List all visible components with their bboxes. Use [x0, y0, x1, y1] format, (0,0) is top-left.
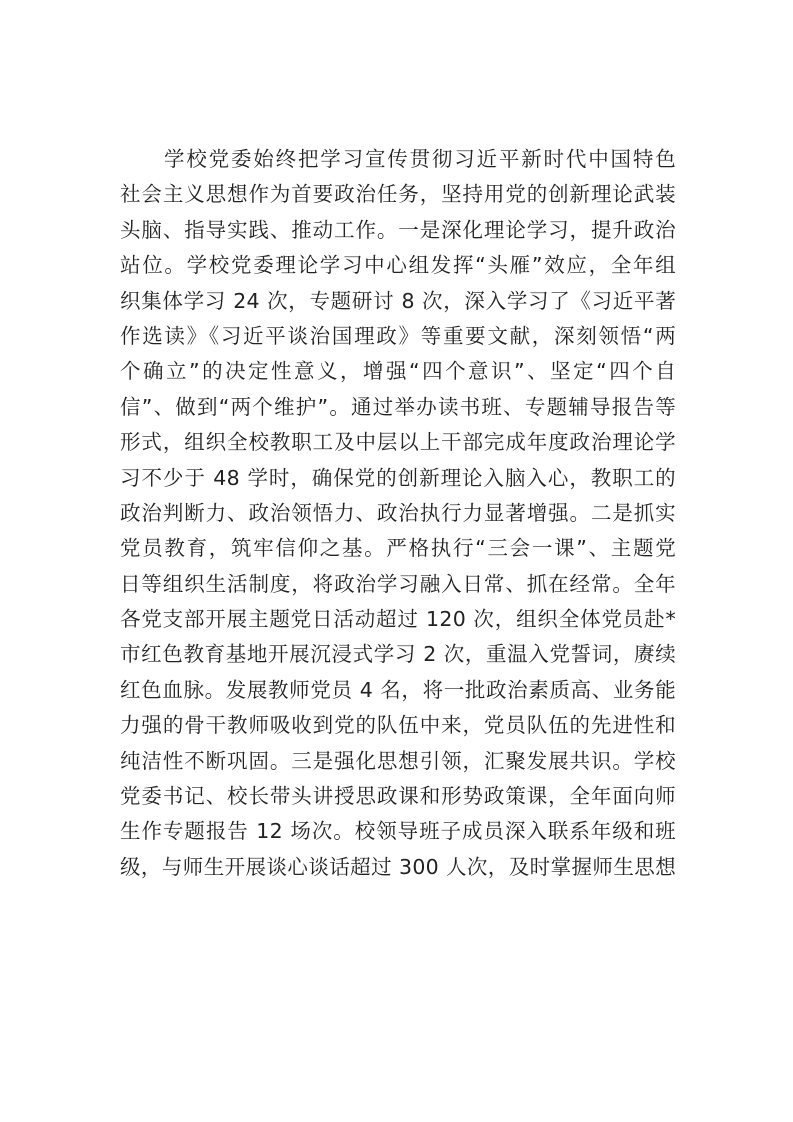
paragraph-line: 党委书记、校长带头讲授思政课和形势政策课，全年面向师: [120, 784, 676, 809]
paragraph-line: 政治判断力、政治领悟力、政治执行力显著增强。二是抓实: [120, 500, 676, 525]
paragraph-line: 各党支部开展主题党日活动超过 120 次，组织全体党员赴*: [120, 607, 676, 632]
paragraph-line: 生作专题报告 12 场次。校领导班子成员深入联系年级和班: [120, 819, 676, 844]
paragraph-line: 织集体学习 24 次，专题研讨 8 次，深入学习了《习近平著: [120, 288, 676, 313]
paragraph-line: 市红色教育基地开展沉浸式学习 2 次，重温入党誓词，赓续: [120, 642, 676, 667]
paragraph-line: 社会主义思想作为首要政治任务，坚持用党的创新理论武装: [120, 182, 676, 207]
paragraph-line: 级，与师生开展谈心谈话超过 300 人次，及时掌握师生思想: [120, 854, 676, 879]
paragraph-line: 红色血脉。发展教师党员 4 名，将一批政治素质高、业务能: [120, 677, 676, 702]
body-paragraph: [120, 142, 676, 885]
paragraph-line: 学校党委始终把学习宣传贯彻习近平新时代中国特色: [164, 147, 676, 171]
paragraph-line: 日等组织生活制度，将政治学习融入日常、抓在经常。全年: [120, 571, 676, 596]
paragraph-line: 习不少于 48 学时，确保党的创新理论入脑入心，教职工的: [120, 465, 676, 490]
paragraph-line: 头脑、指导实践、推动工作。一是深化理论学习，提升政治: [120, 217, 676, 242]
paragraph-line: 力强的骨干教师吸收到党的队伍中来，党员队伍的先进性和: [120, 713, 676, 738]
paragraph-line: 形式，组织全校教职工及中层以上干部完成年度政治理论学: [120, 430, 676, 455]
paragraph-line: 党员教育，筑牢信仰之基。严格执行“三会一课”、主题党: [120, 536, 676, 561]
paragraph-line: 纯洁性不断巩固。三是强化思想引领，汇聚发展共识。学校: [120, 748, 676, 773]
paragraph-line: 作选读》《习近平谈治国理政》等重要文献，深刻领悟“两: [120, 323, 676, 348]
paragraph-line: 站位。学校党委理论学习中心组发挥“头雁”效应，全年组: [120, 253, 676, 278]
paragraph-line: 个确立”的决定性意义，增强“四个意识”、坚定“四个自: [120, 359, 676, 384]
paragraph-line: 信”、做到“两个维护”。通过举办读书班、专题辅导报告等: [120, 394, 676, 419]
